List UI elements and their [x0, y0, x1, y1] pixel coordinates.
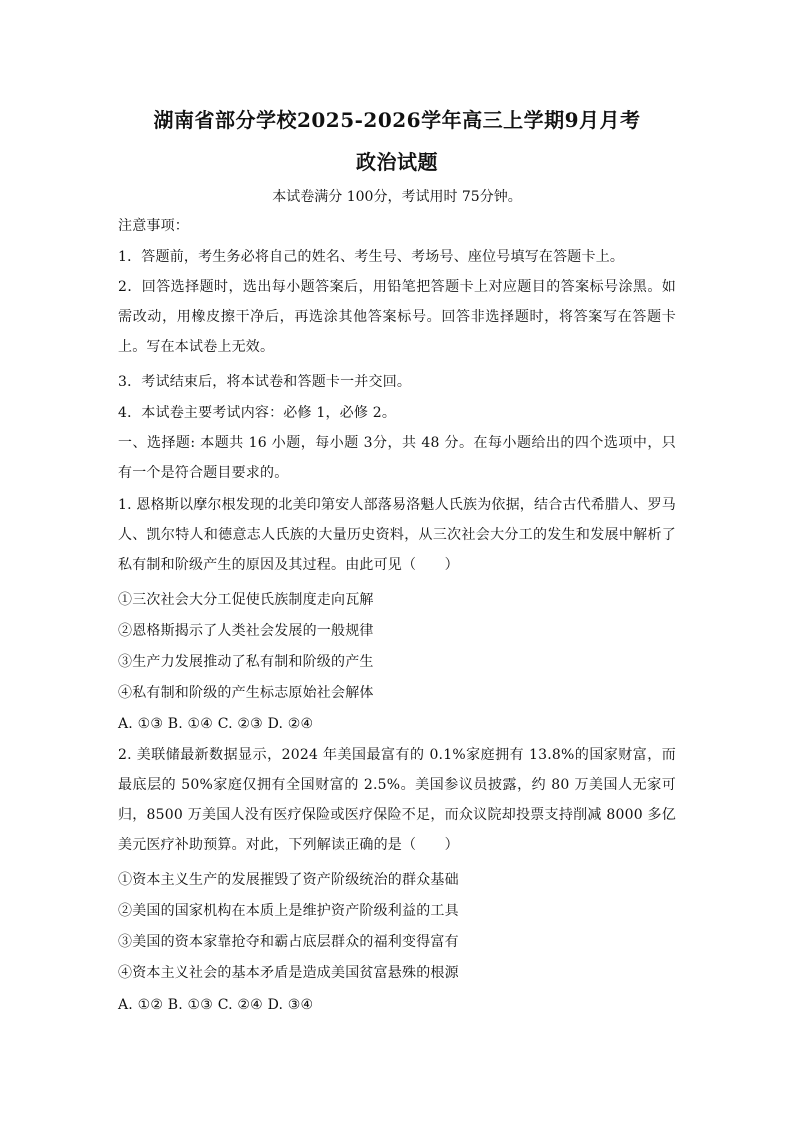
notes-item-3: 3．考试结束后，将本试卷和答题卡一并交回。	[118, 374, 412, 390]
notes-item-2: 2．回答选择题时，选出每小题答案后，用铅笔把答题卡上对应题目的答案标号涂黑。如需改动，用橡皮擦干净后，再选涂其他答案标号。回答非选择题时，将答案写在答题卡上。写在本试卷上无效。	[118, 279, 676, 355]
notes-item-1: 1．答题前，考生务必将自己的姓名、考生号、考场号、座位号填写在答题卡上。	[118, 249, 625, 265]
question-2-option-3: ③美国的资本家靠抢夺和霸占底层群众的福利变得富有	[118, 934, 459, 950]
exam-info: 本试卷满分 100分，考试用时 75分钟。	[272, 189, 522, 205]
question-1-stem: 1. 恩格斯以摩尔根发现的北美印第安人部落易洛魁人氏族为依据，结合古代希腊人、罗马人、凯尔特人和德意志人氏族的大量历史资料，从三次社会大分工的发生和发展中解析了私有制和阶级产生的原因及其过程。由此可见（ ）	[118, 497, 677, 573]
question-1-option-3: ③生产力发展推动了私有制和阶级的产生	[118, 654, 374, 670]
notes-item-4: 4．本试卷主要考试内容：必修 1，必修 2。	[118, 405, 397, 421]
question-1-option-1: ①三次社会大分工促使氏族制度走向瓦解	[118, 592, 374, 608]
question-2-option-2: ②美国的国家机构在本质上是维护资产阶级利益的工具	[118, 903, 459, 919]
notes-heading: 注意事项：	[118, 218, 189, 234]
question-2-choices: A. ①② B. ①③ C. ②④ D. ③④	[118, 997, 314, 1013]
section-intro: 一、选择题: 本题共 16 小题，每小题 3分，共 48 分。在每小题给出的四个选项中，只有一个是符合题目要求的。	[118, 435, 676, 481]
question-1-option-4: ④私有制和阶级的产生标志原始社会解体	[118, 685, 374, 701]
question-1-option-2: ②恩格斯揭示了人类社会发展的一般规律	[118, 623, 374, 639]
question-1-choices: A. ①③ B. ①④ C. ②③ D. ②④	[118, 716, 314, 732]
question-2-option-4: ④资本主义社会的基本矛盾是造成美国贫富悬殊的根源	[118, 965, 459, 981]
question-2-stem: 2. 美联储最新数据显示，2024 年美国最富有的 0.1%家庭拥有 13.8%的国家财富，而最底层的 50%家庭仅拥有全国财富的 2.5%。美国参议员披露，约 80 万美国人无家可归，8500 万美国人没有医疗保险或医疗保险不足，而众议院却投票支持削减 8000 多亿美元医疗补助预算。对此，下列解读正确的是（ ）	[118, 747, 676, 853]
exam-title: 湖南省部分学校2025-2026学年高三上学期9月月考	[153, 108, 641, 132]
question-2-option-1: ①资本主义生产的发展摧毁了资产阶级统治的群众基础	[118, 872, 459, 888]
exam-subject-title: 政治试题	[356, 150, 438, 174]
